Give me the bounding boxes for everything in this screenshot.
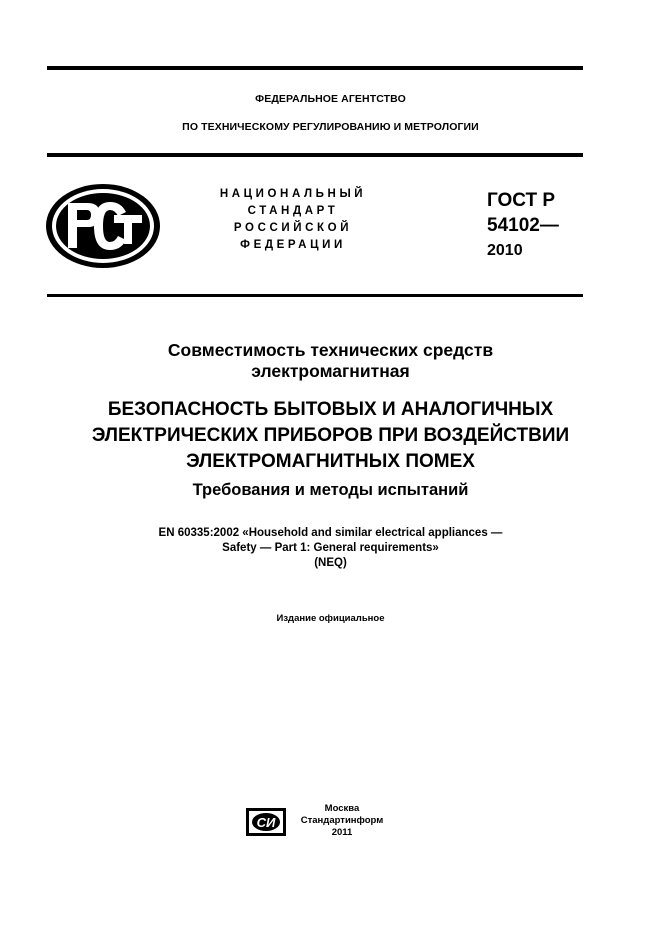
title-line-1: Совместимость технических средств bbox=[167, 340, 494, 360]
standard-type-line: ФЕДЕРАЦИИ bbox=[240, 239, 346, 251]
designation-year: 2010 bbox=[487, 242, 523, 259]
reference-line-3: (NEQ) bbox=[314, 557, 347, 569]
designation-number: 54102— bbox=[487, 215, 559, 236]
main-title-line: ЭЛЕКТРИЧЕСКИХ ПРИБОРОВ ПРИ ВОЗДЕЙСТВИИ bbox=[91, 425, 570, 446]
standard-type-line: СТАНДАРТ bbox=[247, 205, 339, 217]
publisher-year: 2011 bbox=[331, 827, 353, 838]
edition-label: Издание официальное bbox=[276, 613, 385, 624]
designation-prefix: ГОСТ Р bbox=[487, 190, 556, 211]
document-title-group bbox=[0, 340, 661, 382]
reference-line-2: Safety — Part 1: General requirements» bbox=[222, 542, 439, 554]
main-title-line: БЕЗОПАСНОСТЬ БЫТОВЫХ И АНАЛОГИЧНЫХ bbox=[107, 399, 554, 420]
agency-line-2: ПО ТЕХНИЧЕСКОМУ РЕГУЛИРОВАНИЮ И МЕТРОЛОГИИ bbox=[182, 121, 479, 133]
publisher-name: Стандартинформ bbox=[300, 815, 384, 826]
publisher-city: Москва bbox=[324, 803, 360, 814]
agency-line-1: ФЕДЕРАЛЬНОЕ АГЕНТСТВО bbox=[255, 93, 406, 105]
designation-rule bbox=[47, 294, 583, 297]
publisher-block bbox=[296, 803, 388, 839]
publisher-logo-text: СИ bbox=[256, 815, 276, 830]
standard-designation bbox=[487, 188, 559, 263]
main-title-line: ЭЛЕКТРОМАГНИТНЫХ ПОМЕХ bbox=[186, 451, 475, 472]
title-line-2: электромагнитная bbox=[251, 361, 410, 381]
document-main-title bbox=[0, 397, 661, 475]
standard-type-line: НАЦИОНАЛЬНЫЙ bbox=[219, 188, 367, 200]
rst-certification-mark-icon bbox=[44, 182, 162, 270]
standartinform-logo-icon bbox=[246, 806, 288, 838]
standard-type bbox=[200, 186, 386, 254]
reference-standard bbox=[0, 526, 661, 571]
header-rule bbox=[47, 153, 583, 157]
document-subtitle: Требования и методы испытаний bbox=[192, 481, 469, 499]
reference-line-1: EN 60335:2002 «Household and similar electrical appliances — bbox=[158, 527, 503, 539]
standard-type-line: РОССИЙСКОЙ bbox=[233, 222, 353, 234]
top-rule bbox=[47, 66, 583, 70]
